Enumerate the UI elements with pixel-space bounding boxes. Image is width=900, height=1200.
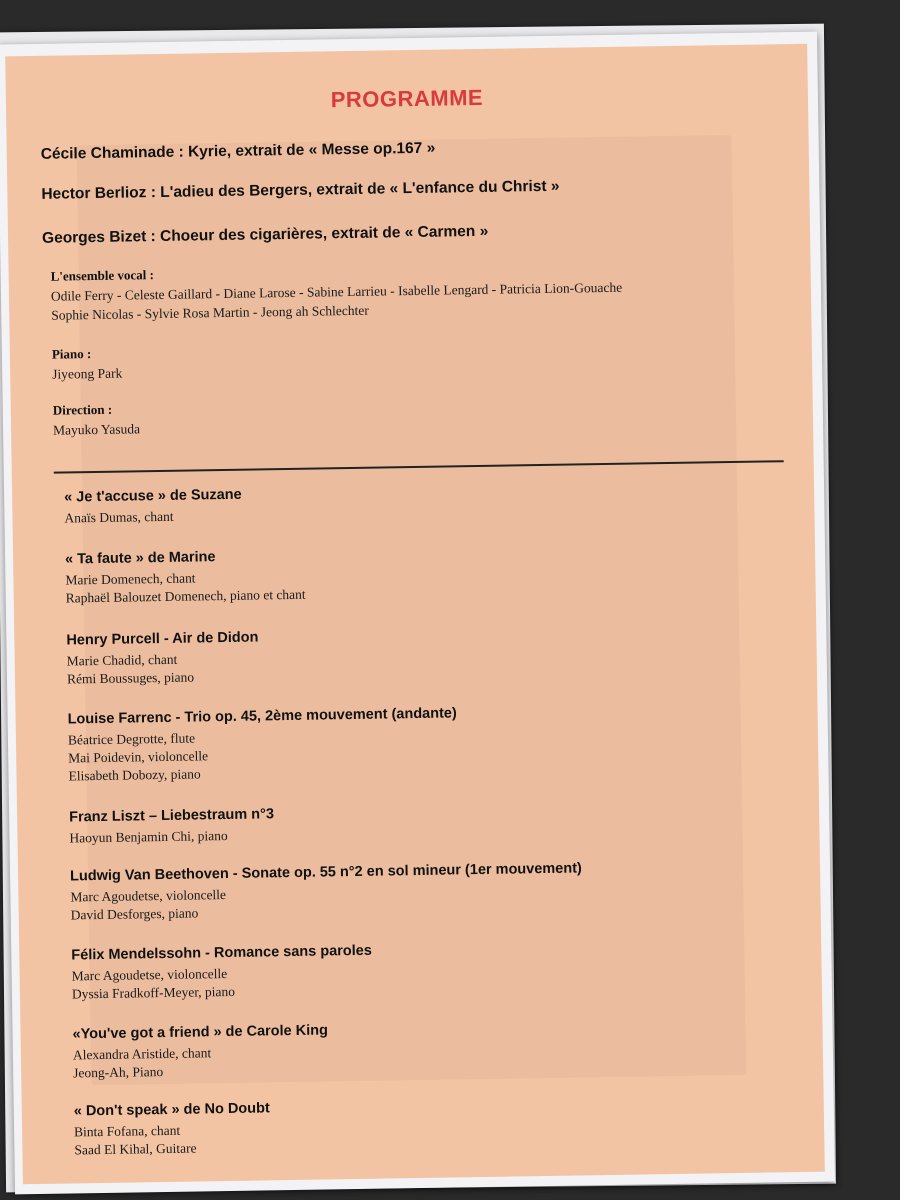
item-title: Franz Liszt – Liebestraum n°3 bbox=[69, 806, 275, 826]
ensemble-line-1: Odile Ferry - Celeste Gaillard - Diane Larose - Sabine Larrieu - Isabelle Lengard - Patricia Lion-Gouache bbox=[50, 279, 623, 304]
item-title: Henry Purcell - Air de Didon bbox=[66, 629, 259, 649]
piano-label: Piano : bbox=[51, 346, 92, 362]
item-performer: Alexandra Aristide, chant bbox=[72, 1045, 212, 1063]
item-title: Ludwig Van Beethoven - Sonate op. 55 n°2 en sol mineur (1er mouvement) bbox=[69, 860, 582, 885]
program-title: PROGRAMME bbox=[330, 84, 484, 113]
piece-berlioz: Hector Berlioz : L'adieu des Bergers, extrait de « L'enfance du Christ » bbox=[41, 177, 560, 203]
piano-name: Jiyeong Park bbox=[52, 365, 123, 382]
program-item bbox=[71, 936, 772, 1003]
item-performer: Marie Chadid, chant bbox=[66, 651, 178, 669]
piece-bizet: Georges Bizet : Choeur des cigarières, extrait de « Carmen » bbox=[41, 222, 489, 247]
item-performer: Binta Fofana, chant bbox=[73, 1122, 181, 1140]
item-performer: Mai Poidevin, violoncelle bbox=[68, 748, 209, 766]
item-performer: Raphaël Balouzet Domenech, piano et chant bbox=[65, 586, 306, 606]
program-item bbox=[70, 857, 771, 924]
item-performer: Rémi Boussuges, piano bbox=[66, 669, 195, 687]
program-item bbox=[66, 622, 767, 689]
item-performer: Jeong-Ah, Piano bbox=[73, 1064, 164, 1081]
item-title: Louise Farrenc - Trio op. 45, 2ème mouvement (andante) bbox=[67, 705, 457, 728]
program-item bbox=[68, 700, 769, 785]
direction-name: Mayuko Yasuda bbox=[52, 421, 141, 438]
item-title: Félix Mendelssohn - Romance sans paroles bbox=[71, 942, 373, 964]
program-item bbox=[72, 1015, 773, 1082]
program-item bbox=[74, 1092, 775, 1159]
item-performer: Elisabeth Dobozy, piano bbox=[68, 766, 201, 784]
program-page bbox=[5, 44, 825, 1184]
item-performer: Marie Domenech, chant bbox=[65, 570, 196, 588]
item-title: « Ta faute » de Marine bbox=[64, 549, 216, 568]
item-performer: Marc Agoudetse, violoncelle bbox=[70, 887, 227, 905]
ensemble-label: L'ensemble vocal : bbox=[50, 267, 155, 284]
item-title: «You've got a friend » de Carole King bbox=[72, 1022, 329, 1043]
program-sheet bbox=[0, 32, 835, 1195]
item-performer: Haoyun Benjamin Chi, piano bbox=[69, 827, 228, 846]
direction-label: Direction : bbox=[52, 401, 113, 418]
item-performer: Saad El Kihal, Guitare bbox=[74, 1140, 197, 1158]
piece-chaminade: Cécile Chaminade : Kyrie, extrait de « Messe op.167 » bbox=[40, 139, 436, 163]
item-performer: David Desforges, piano bbox=[70, 905, 199, 923]
item-title: « Don't speak » de No Doubt bbox=[73, 1100, 270, 1120]
item-performer: Marc Agoudetse, violoncelle bbox=[71, 966, 228, 984]
item-performer: Anaïs Dumas, chant bbox=[64, 508, 174, 526]
program-item bbox=[65, 541, 766, 608]
item-performer: Dyssia Fradkoff-Meyer, piano bbox=[71, 983, 236, 1002]
ensemble-line-2: Sophie Nicolas - Sylvie Rosa Martin - Jeong ah Schlechter bbox=[51, 302, 369, 323]
item-title: « Je t'accuse » de Suzane bbox=[64, 486, 242, 506]
item-performer: Béatrice Degrotte, flute bbox=[67, 730, 196, 748]
